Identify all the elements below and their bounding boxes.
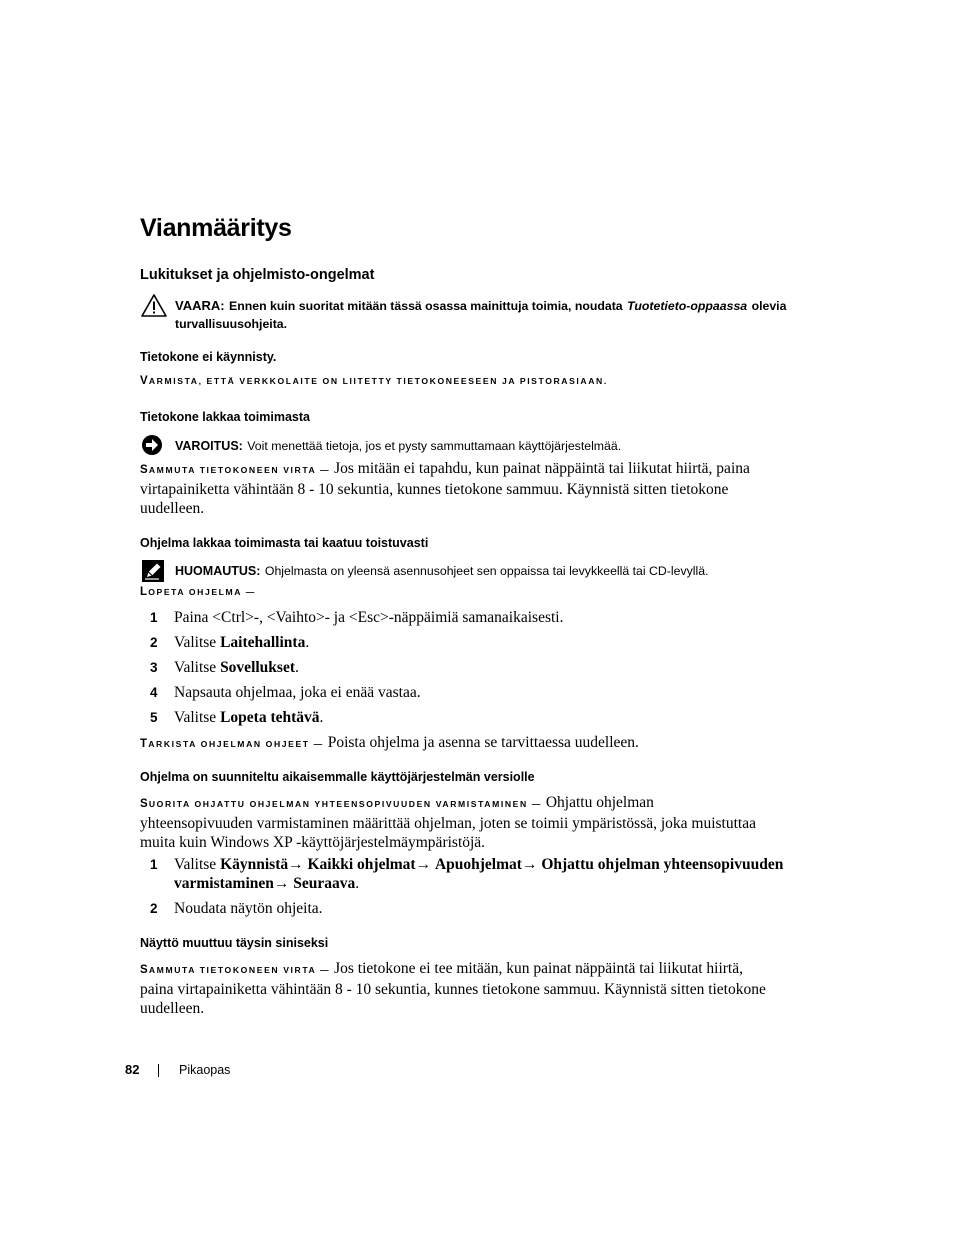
caution-label: VAROITUS: xyxy=(175,439,243,453)
warning-note xyxy=(175,297,795,333)
check-docs-paragraph: TARKISTA OHJELMAN OHJEET — Poista ohjelma ja asenna se tarvittaessa uudelleen. xyxy=(140,734,639,751)
lead-check-docs: TARKISTA OHJELMAN OHJEET — xyxy=(140,738,324,750)
compat-wizard-paragraph: SUORITA OHJATTU OHJELMAN YHTEENSOPIVUUDEN VARMISTAMINEN — Ohjattu ohjelman yhteensopivuuden varmistaminen määrittää ohjelman, joten se toimii ympäristössä, joka muistuttaa muita kuin Windows XP -käyttöjärjestelmäympäristöjä. xyxy=(140,794,756,851)
warning-text-line2: turvallisuusohjeita. xyxy=(175,317,288,331)
lead-end-program: LOPETA OHJELMA — xyxy=(140,586,256,598)
page-number: 82 xyxy=(125,1062,140,1077)
power-off-paragraph: SAMMUTA TIETOKONEEN VIRTA — Jos mitään ei tapahdu, kun painat näppäintä tai liikutat hiirtä, paina virtapainiketta vähintään 8 - 10 sekuntia, kunnes tietokone sammuu. Käynnistä sitten tietokone uudelleen. xyxy=(140,460,750,517)
lead-power-off-2: SAMMUTA TIETOKONEEN VIRTA — xyxy=(140,964,331,976)
caution-note xyxy=(175,437,795,455)
document-page: Vianmääritys Lukitukset ja ohjelmisto-ongelmat VAARA: Ennen kuin suoritat mitään tässä osassa mainittuja toimia, noudata Tuotetieto-oppaassa olevia turvallisuusohjeita. Tietokone ei käynnisty. VARMISTA, ETTÄ VERKKOLAITE ON LIITETTY TIETOKONEESEEN JA PISTORASIAAN. Tietokone lakkaa toimimasta VAROITUS: Voit menettää tietoja, jos et pysty sammuttamaan käyttöjärjestelmää. SAMMUTA TIETOKONEEN VIRTA — Jos mitään ei tapahdu, kun painat näppäintä tai liikutat hiirtä, paina virtapainiketta vähintään 8 - 10 sekuntia, kunnes tietokone sammuu. Käynnistä sitten tietokone uudelleen. Ohjelma lakkaa toimimasta tai kaatuu toistuvasti HUOMAUTUS: Ohjelmasta on yleensä asennusohjeet sen oppaissa tai levykkeellä tai CD-levyllä. LOPETA OHJELMA — 1 Paina <Ctrl>-, <Vaihto>- ja <Esc>-näppäimiä samanaikaisesti. 2 Valitse Laitehallinta. 3 Valitse Sovellukset. 4 Napsauta ohjelmaa, joka ei enää vastaa. 5 Valitse Lopeta tehtävä. TARKISTA OHJELMAN OHJEET — Poista ohjelma ja asenna se tarvittaessa uudelleen. Ohjelma on suunniteltu aikaisemmalle käyttöjärjestelmän versiolle SUORITA OHJATTU OHJELMAN YHTEENSOPIVUUDEN VARMISTAMINEN — Ohjattu ohjelman yhteensopivuuden varmistaminen määrittää ohjelman, joten se toimii ympäristössä, joka muistuttaa muita kuin Windows XP -käyttöjärjestelmäympäristöjä. 1 Valitse Käynnistä→ Kaikki ohjelmat→ Apuohjelmat→ Ohjattu ohjelman yhteensopivuuden varmistaminen→ Seuraava. 2 Noudata näytön ohjeita. Näyttö muuttuu täysin siniseksi SAMMUTA TIETOKONEEN VIRTA — Jos tietokone ei tee mitään, kun painat näppäintä tai liikutat hiirtä, paina virtapainiketta vähintään 8 - 10 sekuntia, kunnes tietokone sammuu. Käynnistä sitten tietokone uudelleen. 82 Pikaopas xyxy=(0,0,954,1235)
page-title: Vianmääritys xyxy=(140,214,292,242)
heading-no-start: Tietokone ei käynnisty. xyxy=(140,350,277,364)
warning-text-after: olevia xyxy=(751,299,787,313)
note-label: HUOMAUTUS: xyxy=(175,564,261,578)
footer-divider xyxy=(158,1064,159,1077)
blue-screen-paragraph: SAMMUTA TIETOKONEEN VIRTA — Jos tietokone ei tee mitään, kun painat näppäintä tai liikutat hiirtä, paina virtapainiketta vähintään 8 - 10 sekuntia, kunnes tietokone sammuu. Käynnistä sitten tietokone uudelleen. xyxy=(140,960,766,1017)
note-text-block xyxy=(175,562,795,580)
warning-text: Ennen kuin suoritat mitään tässä osassa mainittuja toimia, noudata xyxy=(229,299,623,313)
caution-text: Voit menettää tietoja, jos et pysty sammuttamaan käyttöjärjestelmää. xyxy=(247,439,622,453)
warning-manual-ref: Tuotetieto-oppaassa xyxy=(627,299,748,313)
note-pencil-icon xyxy=(140,558,168,584)
footer-doc-title: Pikaopas xyxy=(179,1063,231,1077)
heading-program-crashes: Ohjelma lakkaa toimimasta tai kaatuu toistuvasti xyxy=(140,536,429,550)
warning-icon xyxy=(140,293,168,319)
lead-check-adapter: VARMISTA, ETTÄ VERKKOLAITE ON LIITETTY TIETOKONEESEEN JA PISTORASIAAN. xyxy=(140,375,608,387)
note-text: Ohjelmasta on yleensä asennusohjeet sen oppaissa tai levykkeellä tai CD-levyllä. xyxy=(264,564,709,578)
lead-compat-wizard: SUORITA OHJATTU OHJELMAN YHTEENSOPIVUUDEN VARMISTAMINEN — xyxy=(140,798,542,810)
warning-label: VAARA: xyxy=(175,298,225,313)
heading-older-os: Ohjelma on suunniteltu aikaisemmalle käyttöjärjestelmän versiolle xyxy=(140,770,535,784)
heading-stops-responding: Tietokone lakkaa toimimasta xyxy=(140,410,310,424)
section-heading: Lukitukset ja ohjelmisto-ongelmat xyxy=(140,267,375,283)
caution-icon xyxy=(140,433,168,459)
lead-power-off: SAMMUTA TIETOKONEEN VIRTA — xyxy=(140,464,331,476)
heading-blue-screen: Näyttö muuttuu täysin siniseksi xyxy=(140,936,329,950)
